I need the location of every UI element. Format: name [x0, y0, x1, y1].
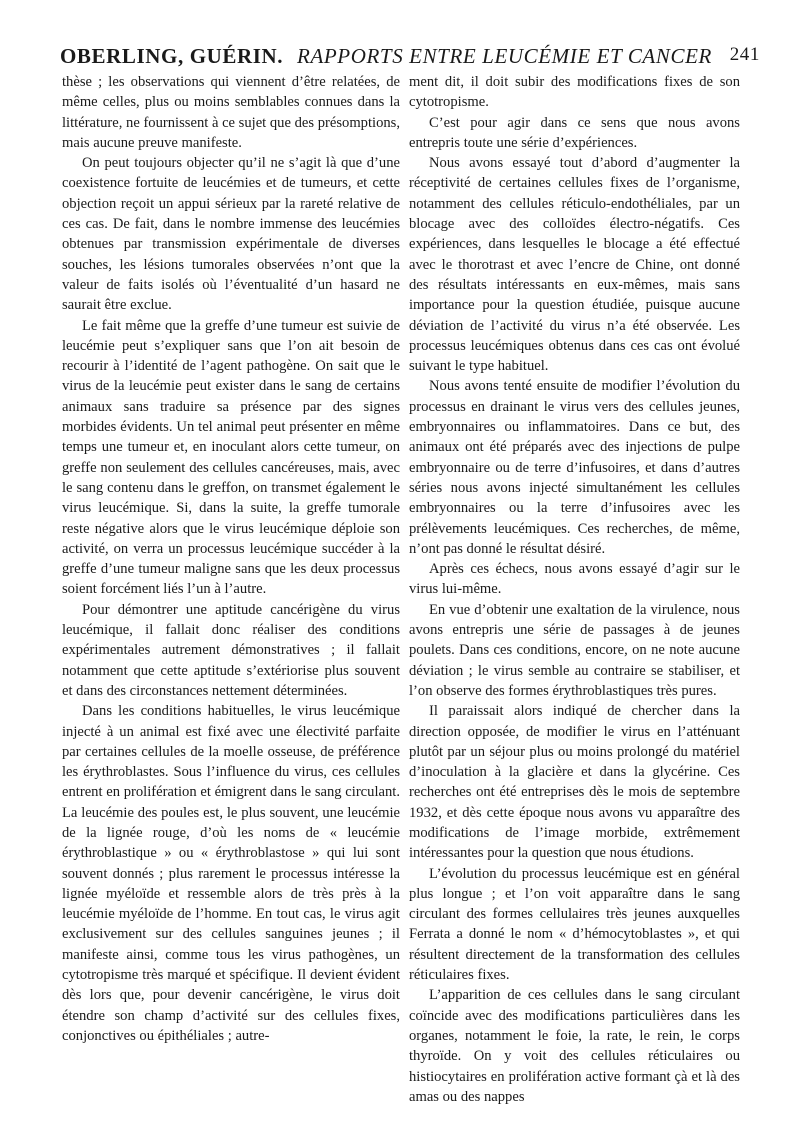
- paragraph: Après ces échecs, nous avons essayé d’agir sur le virus lui-même.: [409, 561, 740, 598]
- paragraph: Nous avons tenté ensuite de modifier l’évolution du processus en drainant le virus vers des cellules jeunes, embryonnaires ou inflammatoires. Dans ce but, des animaux ont été préparés avec des injections de pulpe embryonnaire ou de terre d’infusoires, et dans d’autres séries nous avons injecté simultanément les cellules embryonnaires ou la terre d’infusoires avec les prélèvements leucémiques. Ces recherches, de même, n’ont pas donné le résultat désiré.: [409, 378, 740, 557]
- paragraph: C’est pour agir dans ce sens que nous avons entrepris toute une série d’expériences.: [409, 114, 740, 151]
- paragraph: On peut toujours objecter qu’il ne s’agit là que d’une coexistence fortuite de leucémies et de tumeurs, et cette objection reçoit un appui sérieux par la rareté relative de ces cas. De fait, dans le nombre immense des leucémies obtenues par transmission expérimentale de diverses souches, les lésions tumorales observées n’ont que la valeur de faits isolés où l’éventualité d’un hasard ne saurait être exclue.: [62, 155, 400, 314]
- left-column: [62, 72, 400, 1046]
- paragraph: Dans les conditions habituelles, le virus leucémique injecté à un animal est fixé avec une électivité parfaite par certaines cellules de la moelle osseuse, de préférence les érythroblastes. Sous l’influence du virus, ces cellules entrent en prolifération et émigrent dans le sang circulant. La leucémie des poules est, le plus souvent, une leucémie de la lignée rouge, d’où les noms de « leucémie érythroblastique » ou « érythroblastose » qui lui sont souvent donnés ; plus rarement le processus intéresse la lignée myéloïde et ressemble alors de très près à la leucémie myéloïde de l’homme. En tout cas, le virus agit exclusivement sur des cellules sanguines jeunes ; il manifeste ainsi, comme tous les virus pathogènes, un cytotropisme très marqué et spécifique. Il devient évident dès lors que, pour devenir cancérigène, le virus doit étendre son champ d’activité sur des cellules fixes, conjonctives ou épithéliales ; autre-: [62, 703, 400, 1044]
- paragraph: L’apparition de ces cellules dans le sang circulant coïncide avec des modifications particulières dans les organes, notamment le foie, la rate, le rein, le corps thyroïde. On y voit des cellules réticulaires ou histiocytaires en prolifération active formant çà et là des amas ou des nappes: [409, 987, 740, 1105]
- paragraph: Le fait même que la greffe d’une tumeur est suivie de leucémie peut s’expliquer sans que l’on ait besoin de recourir à l’identité de l’agent pathogène. On sait que le virus de la leucémie peut exister dans le sang de certains animaux sans traduire sa présence par des signes morbides évidents. Un tel animal peut présenter en même temps une tumeur et, en inoculant alors cette tumeur, on greffe non seulement des cellules cancéreuses, mais, avec le sang contenu dans le greffon, on transmet également le virus leucémique. Si, dans la suite, la greffe tumorale reste négative alors que le virus leucémique déploie son activité, on verra un processus leucémique succéder à la greffe d’une tumeur maligne sans que les deux processus soient forcément liés l’un à l’autre.: [62, 317, 400, 598]
- right-column: [409, 72, 740, 1107]
- page-number: 241: [729, 44, 760, 65]
- header-authors: OBERLING, GUÉRIN.: [60, 44, 284, 68]
- paragraph: thèse ; les observations qui viennent d’être relatées, de même celles, plus ou moins semblables connues dans la littérature, ne fournissent à ce sujet que des présomptions, mais aucune preuve manifeste.: [62, 74, 400, 151]
- running-header: [60, 44, 760, 74]
- paragraph: En vue d’obtenir une exaltation de la virulence, nous avons entrepris une série de passages à de jeunes poulets. Dans ces conditions, encore, on ne note aucune déviation ; le virus semble au contraire se stabiliser, et l’on observe des formes érythroblastiques très pures.: [409, 601, 740, 699]
- paragraph: L’évolution du processus leucémique est en général plus longue ; et l’on voit apparaître dans le sang circulant des formes cellulaires très jeunes auxquelles Ferrata a donné le nom « d’hémocytoblastes », et qui résultent directement de la transformation des cellules réticulaires fixes.: [409, 865, 740, 984]
- paragraph: ment dit, il doit subir des modifications fixes de son cytotropisme.: [409, 74, 740, 111]
- header-title: RAPPORTS ENTRE LEUCÉMIE ET CANCER: [297, 44, 712, 68]
- paragraph: Il paraissait alors indiqué de chercher dans la direction opposée, de modifier le virus en l’atténuant plutôt par un séjour plus ou moins prolongé du matériel d’inoculation à la glacière et dans la glycérine. Ces recherches ont été entreprises dès le mois de septembre 1932, et dès cette époque nous avons vu apparaître des modifications de l’image morbide, extrêmement intéressantes pour la question que nous étudions.: [409, 703, 740, 862]
- paragraph: Nous avons essayé tout d’abord d’augmenter la réceptivité de certaines cellules fixes de l’organisme, notamment des cellules réticulo-endothéliales, par un blocage avec des colloïdes électro-négatifs. Ces expériences, dans lesquelles le blocage a été effectué avec le thorotrast et avec l’encre de Chine, ont donné des résultats intéressants en eux-mêmes, mais sans importance pour la question étudiée, puisque aucune déviation de l’activité du virus n’a été observée. Les processus leucémiques obtenus dans ces cas ont évolué suivant le type habituel.: [409, 155, 740, 375]
- paragraph: Pour démontrer une aptitude cancérigène du virus leucémique, il fallait donc réaliser des conditions expérimentales autrement démonstratives ; il fallait notamment que cette aptitude s’extériorise plus souvent et dans des circonstances nettement déterminées.: [62, 601, 400, 699]
